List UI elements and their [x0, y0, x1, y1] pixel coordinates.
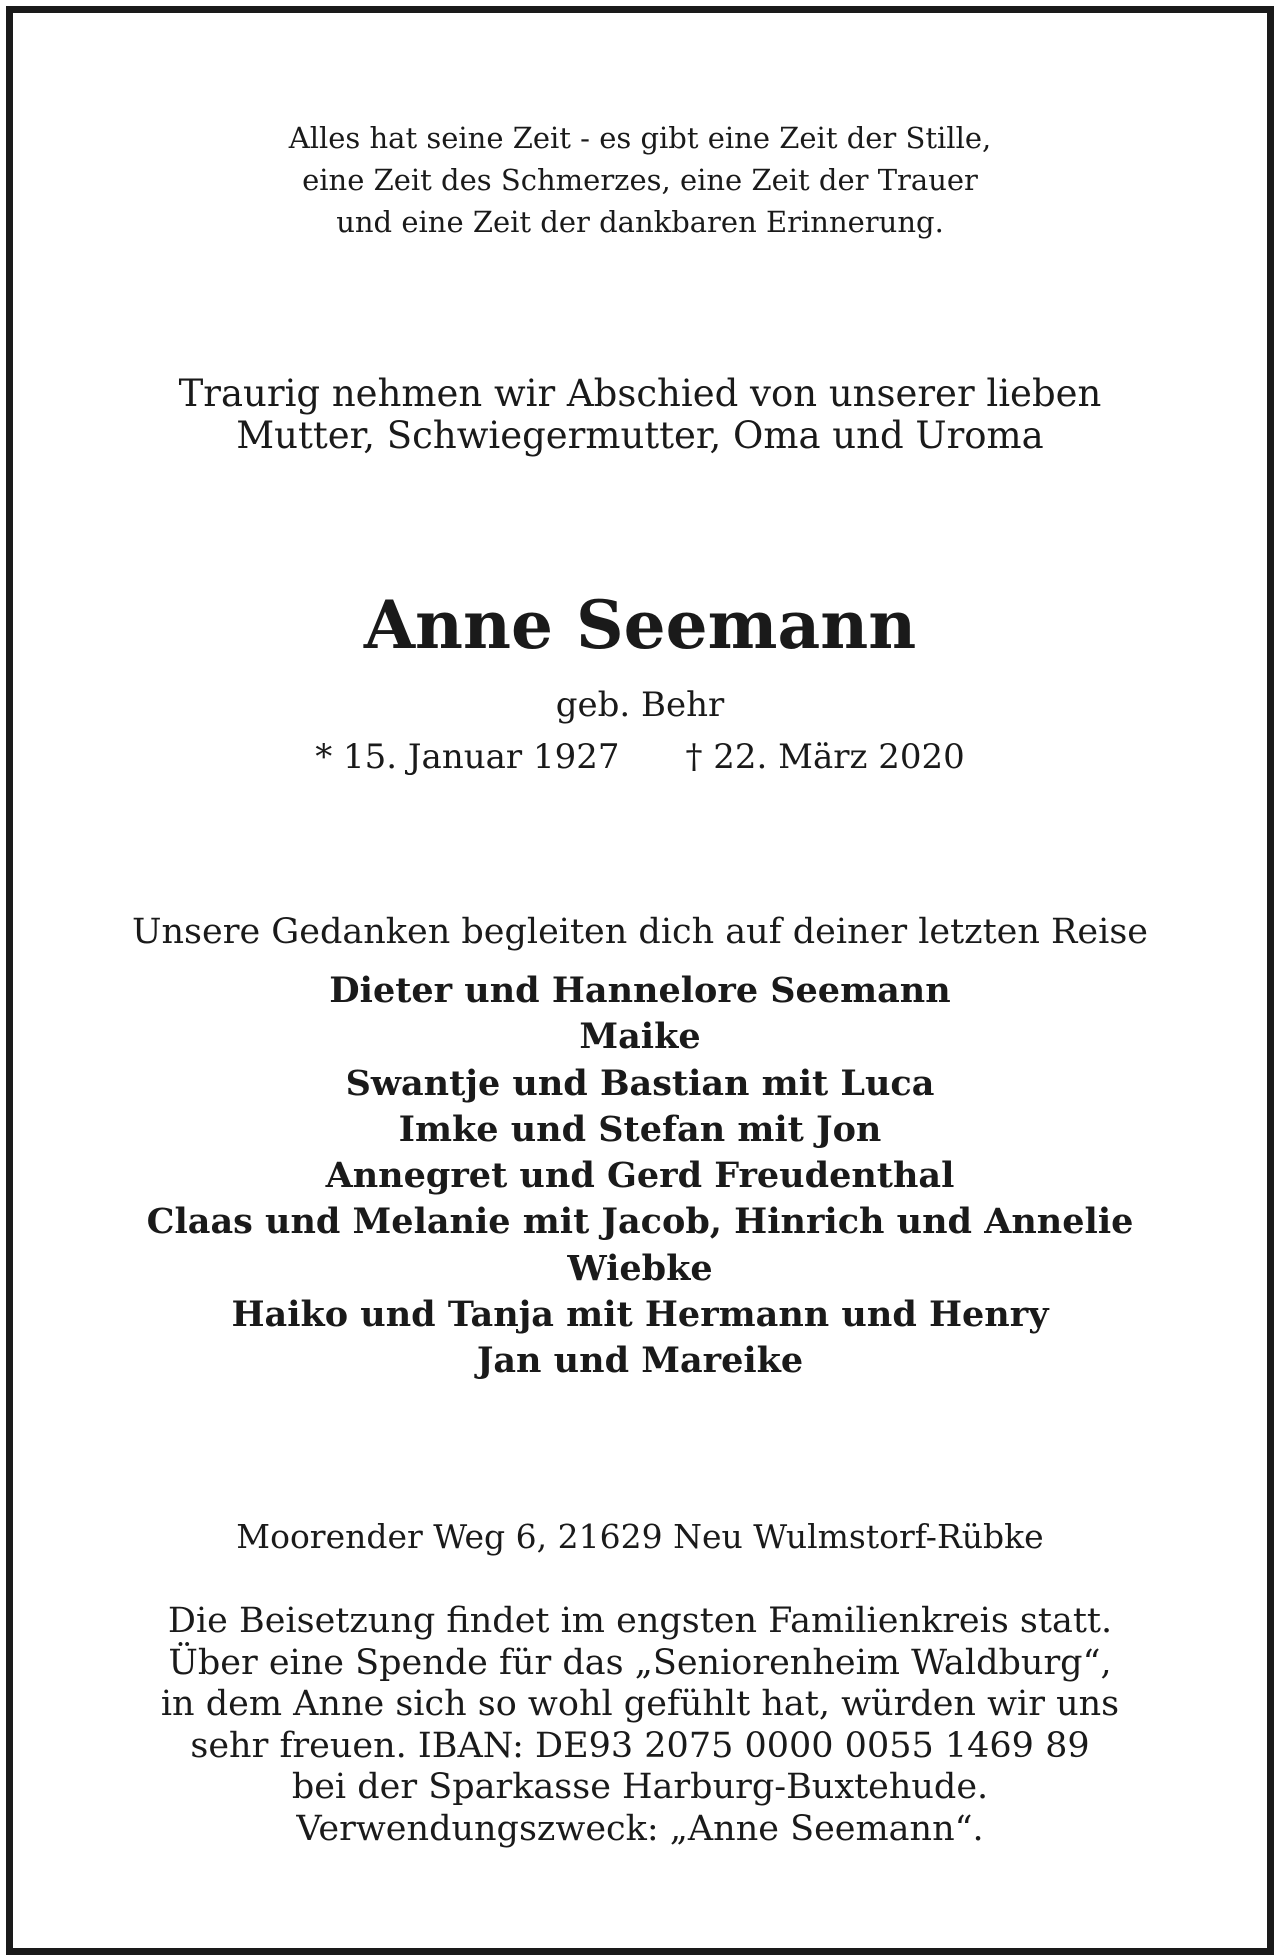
verse-line: Alles hat seine Zeit - es gibt eine Zeit der Stille, [288, 121, 992, 155]
birth-date: * 15. Januar 1927 [315, 737, 620, 777]
notice-line: bei der Sparkasse Harburg-Buxtehude. [291, 1767, 989, 1807]
verse-line: eine Zeit des Schmerzes, eine Zeit der Trauer [302, 163, 978, 197]
notice-line: Die Beisetzung findet im engsten Familienkreis statt. [167, 1601, 1113, 1641]
mourner-name: Maike [579, 1016, 701, 1058]
mourner-name: Annegret und Gerd Freudenthal [325, 1155, 955, 1197]
farewell-intro [13, 373, 1267, 457]
family-address: Moorender Weg 6, 21629 Neu Wulmstorf-Rübke [236, 1517, 1044, 1556]
verse [13, 117, 1267, 243]
life-dates [13, 735, 1267, 779]
obituary-content [13, 13, 1267, 1948]
birth-name: geb. Behr [555, 685, 725, 725]
notice-line: sehr freuen. IBAN: DE93 2075 0000 0055 1469 89 [190, 1725, 1090, 1766]
mourner-name: Wiebke [567, 1247, 713, 1289]
deceased-name: Anne Seemann [363, 586, 917, 664]
death-date: † 22. März 2020 [685, 737, 965, 777]
intro-line: Traurig nehmen wir Abschied von unserer lieben [178, 372, 1102, 415]
notice-line: Verwendungszweck: „Anne Seemann“. [296, 1808, 984, 1849]
mourner-name: Imke und Stefan mit Jon [398, 1108, 882, 1150]
mourner-name: Claas und Melanie mit Jacob, Hinrich und Annelie [146, 1201, 1134, 1243]
intro-line: Mutter, Schwiegermutter, Oma und Uroma [236, 414, 1044, 457]
mourners-intro: Unsere Gedanken begleiten dich auf deiner letzten Reise [132, 912, 1148, 952]
notice-line: Über eine Spende für das „Seniorenheim Waldburg“, [168, 1642, 1112, 1683]
mourner-name: Swantje und Bastian mit Luca [345, 1062, 935, 1104]
mourners-list [13, 968, 1267, 1385]
obituary-frame [6, 6, 1274, 1955]
mourner-name: Dieter und Hannelore Seemann [329, 970, 951, 1011]
funeral-notice [13, 1601, 1267, 1850]
notice-line: in dem Anne sich so wohl gefühlt hat, würden wir uns [160, 1684, 1120, 1724]
mourner-name: Jan und Mareike [476, 1340, 804, 1382]
verse-line: und eine Zeit der dankbaren Erinnerung. [336, 205, 944, 239]
mourner-name: Haiko und Tanja mit Hermann und Henry [231, 1294, 1049, 1336]
